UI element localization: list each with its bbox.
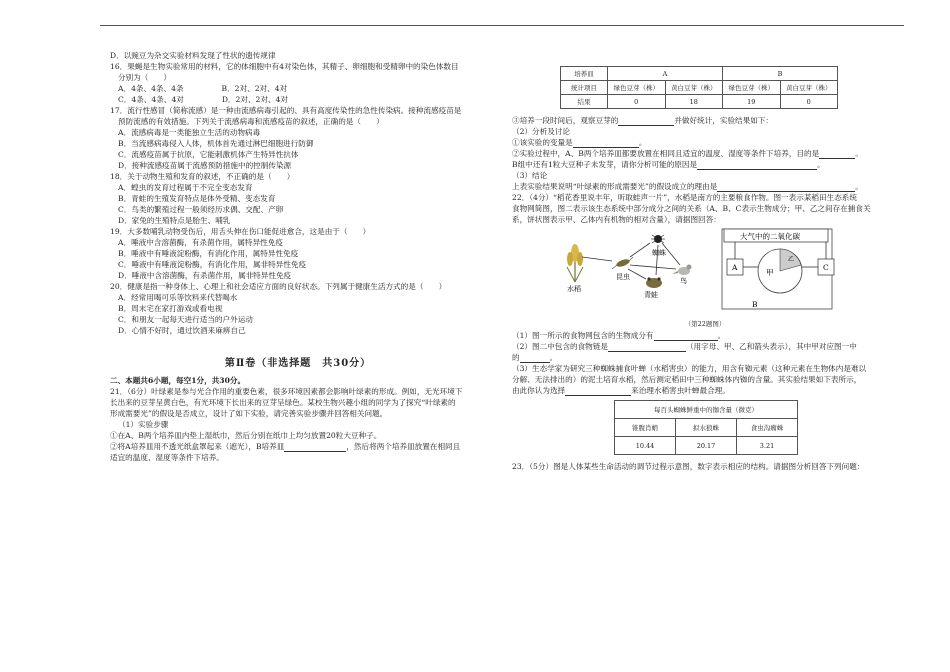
text-segment: （2）图二中包含的食物链是 (512, 342, 608, 351)
text-segment: 。 (855, 182, 863, 191)
food-web-label: 蜘蛛 (652, 249, 666, 257)
question-line: 适宜的温度、湿度等条件下培养。 (110, 453, 224, 462)
question-line: （2）分析及讨论 (512, 127, 570, 136)
option-line: D．唾液中含溶菌酶，有杀菌作用，属非特异性免疫 (118, 271, 292, 280)
co2-label: 大气中的二氧化碳 (740, 232, 800, 241)
answer-blank[interactable] (520, 353, 550, 363)
food-web-label: 青蛙 (644, 291, 658, 299)
figure-caption: （第22题图） (684, 320, 726, 328)
question-17: 17．流行性感冒（简称流感）是一种由流感病毒引起的、具有高度传染性的急性传染病。接种流感疫苗是 (110, 106, 462, 115)
question-line (512, 341, 898, 352)
question-16: 16．果蝇是生物实验常用的材料，它的体细胞中有4对染色体，其精子、卵细胞和受精卵中的染色体数目 (110, 62, 459, 71)
table-cell: 0 (780, 95, 838, 109)
answer-blank[interactable] (573, 138, 639, 148)
option-line: C．和朋友一起每天进行适当的户外运动 (118, 315, 253, 324)
answer-blank[interactable] (608, 342, 686, 352)
food-web-diagram (512, 227, 898, 319)
text-segment: 的 (512, 353, 520, 362)
table-cell: A (608, 67, 723, 81)
question-line (512, 137, 898, 148)
sprout-results-table (560, 66, 838, 109)
component-label: C (823, 263, 829, 272)
table-cell: B (723, 67, 838, 81)
option-line: B．当流感病毒侵入人体，机体首先通过淋巴细胞进行防御 (118, 139, 314, 148)
frog-icon (646, 277, 662, 288)
answer-blank[interactable] (654, 331, 718, 341)
food-web-label: 昆虫 (616, 273, 630, 281)
text-segment: ②实验过程中，A、B两个培养皿都要放置在相同且适宜的温度、湿度等条件下培养，目的是 (512, 149, 820, 158)
table-header: 拟水狼蛛 (676, 419, 737, 437)
text-segment: ②将A培养皿用不透光纸盒罩起来（遮光），B培养皿 (110, 442, 285, 451)
option-line: A．唾液中含溶菌酶，有杀菌作用，属特异性免疫 (118, 238, 283, 247)
option-line: A．4条、4条、4条 B．2对、2对、4对 (118, 84, 288, 93)
component-label: A (732, 263, 738, 272)
text-segment: （用字母、甲、乙和箭头表示），其中甲对应图一中 (685, 342, 857, 351)
option-line: D．以豌豆为杂交实验材料发现了性状的遗传规律 (110, 51, 276, 60)
question-line (512, 159, 898, 170)
table-title: 每百头蜘蛛鲜重中的铷含量（微克） (615, 401, 798, 419)
question-22: 22．（4分）“稻花香里说丰年，听取蛙声一片”，水稻是南方的主要粮食作物。图一表示某稻田生态系统 (512, 193, 857, 202)
component-label: 甲 (766, 268, 774, 277)
text-segment: 上表实验结果说明“叶绿素的形成需要光”的假设成立的理由是 (512, 182, 718, 191)
table-header: 食虫沟瘤蛛 (737, 419, 798, 437)
text-segment: 。 (855, 149, 863, 158)
table-row (615, 419, 798, 437)
text-segment: ，然后将两个培养皿放置在相同且 (346, 442, 461, 451)
table-cell: 18 (665, 95, 723, 109)
answer-blank[interactable] (618, 116, 674, 126)
table-cell: 19 (723, 95, 781, 109)
table-header: 锥腹肖蛸 (615, 419, 676, 437)
table-cell: 20.17 (676, 437, 737, 455)
text-segment: 。 (817, 160, 825, 169)
table-cell: 统计项目 (561, 81, 608, 95)
question-line: 预防流感的有效措施。下列关于流感病毒和流感疫苗的叙述，正确的是（ ） (118, 117, 384, 126)
text-segment: ③培养一段时间后，观察豆芽的 (512, 116, 619, 125)
question-line: 食物网简图，图二表示该生态系统中部分成分之间的关系（A、B、C表示生物成分；甲、乙之间存在捕食关 (512, 204, 871, 213)
question-19: 19．大多数哺乳动物受伤后，用舌头伸在伤口能促进愈合，这是由于（ ） (110, 227, 371, 236)
question-line (512, 148, 898, 159)
text-segment: 由此你认为选择 (512, 386, 566, 395)
insect-icon (612, 257, 633, 269)
text-segment: 。 (638, 138, 647, 147)
question-line (512, 352, 898, 363)
option-line: C．鸟类的繁殖过程一般须经历求偶、交配、产卵 (118, 205, 284, 214)
text-segment: 来治理水稻害虫叶蝉最合理。 (631, 386, 730, 395)
table-cell: 10.44 (615, 437, 676, 455)
table-cell: 结果 (561, 95, 608, 109)
question-line: （1）实验步骤 (118, 420, 169, 429)
question-20: 20．健康是指一种身体上、心理上和社会适应方面的良好状态。下列属于健康生活方式的是（ ） (110, 282, 447, 291)
table-cell: 培养皿 (561, 67, 608, 81)
component-label: B (752, 300, 758, 309)
option-line: A．蝗虫的发育过程属于不完全变态发育 (118, 183, 253, 192)
page-top-rule (100, 25, 904, 26)
figure-22 (512, 227, 898, 319)
question-line (512, 330, 898, 341)
text-segment: 并做好统计，实验结果如下： (674, 116, 774, 125)
question-line (512, 181, 898, 192)
food-web-label: 水稻 (567, 285, 581, 293)
right-column (512, 62, 898, 472)
option-line: C．4条、4条、4对 D．2对、2对、4对 (118, 95, 288, 104)
question-line: （3）生态学家为研究三种蜘蛛捕食叶蝉（水稻害虫）的能力，用含有铷元素（这种元素在生物体内是难以 (512, 364, 867, 373)
question-line (512, 385, 898, 396)
option-line: C．流感疫苗属于抗原，它能刺激机体产生特异性抗体 (118, 150, 299, 159)
bird-icon (672, 265, 692, 276)
table-row (561, 67, 838, 81)
answer-blank[interactable] (697, 160, 817, 170)
question-line: 形成需要光”的假设是否成立，设计了如下实验，请完善实验步骤并回答相关问题。 (110, 409, 388, 418)
table-row (561, 81, 838, 95)
question-18: 18．关于动物生殖和发育的叙述，不正确的是（ ） (110, 172, 295, 181)
section-title: 第Ⅱ卷（非选择题 共30分） (224, 358, 372, 369)
question-23: 23．（5分）图是人体某些生命活动的调节过程示意图，数字表示相应的结构。请据图分析回答下列问题： (512, 462, 865, 471)
food-web-label: 鸟 (680, 277, 687, 285)
table-cell: 绿色豆芽（株） (723, 81, 781, 95)
option-line: B．青蛙的生殖发育特点是体外受精、变态发育 (118, 194, 276, 203)
table-cell: 0 (608, 95, 666, 109)
option-line: C．唾液中有唾液淀粉酶，有消化作用，属非特异性免疫 (118, 260, 307, 269)
text-segment: 。 (717, 331, 726, 340)
rice-icon (567, 244, 583, 282)
text-segment: 。 (549, 353, 558, 362)
answer-blank[interactable] (565, 386, 631, 396)
rubidium-table (614, 400, 798, 455)
option-line: B．周末宅在家打游戏或看电视 (118, 304, 223, 313)
table-row (615, 437, 798, 455)
question-line (110, 441, 486, 452)
section-note: 二、本题共6小题，每空1分，共30分。 (110, 376, 246, 385)
answer-blank[interactable] (284, 442, 346, 452)
table-cell: 黄白豆芽（株） (780, 81, 838, 95)
text-segment: （1）图一所示的食物网包含的生物成分有 (512, 331, 654, 340)
question-line: 长出来的豆芽呈黄白色，有光环境下长出来的豆芽呈绿色。某校生物兴趣小组的同学为了探究“叶绿素的 (110, 398, 456, 407)
table-cell: 3.21 (737, 437, 798, 455)
option-line: A．流感病毒是一类能独立生活的动物病毒 (118, 128, 261, 137)
option-line: D．家兔的生殖特点是胎生、哺乳 (118, 216, 231, 225)
text-segment: B组中还有1粒大豆种子未发芽，请你分析可能的原因是 (512, 160, 698, 169)
answer-blank[interactable] (819, 149, 855, 159)
answer-blank[interactable] (717, 182, 855, 192)
question-line: 系，饼状图表示甲、乙体内有机物的相对含量），请据图回答： (512, 215, 721, 224)
option-line: B．唾液中有唾液淀粉酶，有消化作用，属特异性免疫 (118, 249, 299, 258)
question-line: 分别为（ ） (118, 73, 172, 82)
question-line (512, 115, 898, 126)
spider-icon (651, 235, 665, 243)
left-column (110, 50, 486, 463)
question-21: 21．（6分）叶绿素是参与光合作用的重要色素，很多环境因素都会影响叶绿素的形成。例如，无光环境下 (110, 387, 463, 396)
table-row (561, 95, 838, 109)
table-cell: 黄白豆芽（株） (665, 81, 723, 95)
question-line: ①在A、B两个培养皿内垫上湿纸巾，然后分别在纸巾上均匀放置20粒大豆种子。 (110, 431, 382, 440)
question-line: 分解、无法排出的）的泥土培育水稻，然后测定稻田中三种蜘蛛体内铷的含量。其实验结果如下表所示， (512, 375, 862, 384)
table-cell: 绿色豆芽（株） (608, 81, 666, 95)
table-row (615, 401, 798, 419)
option-line: D．心情不好时，通过饮酒来麻痹自己 (118, 326, 246, 335)
text-segment: ①该实验的变量是 (512, 138, 573, 147)
option-line: D．接种流感疫苗属于流感预防措施中的控制传染源 (118, 161, 292, 170)
question-line: （3）结论 (512, 171, 548, 180)
component-label: 乙 (788, 256, 795, 263)
option-line: A．经常用喝可乐等饮料来代替喝水 (118, 293, 238, 302)
